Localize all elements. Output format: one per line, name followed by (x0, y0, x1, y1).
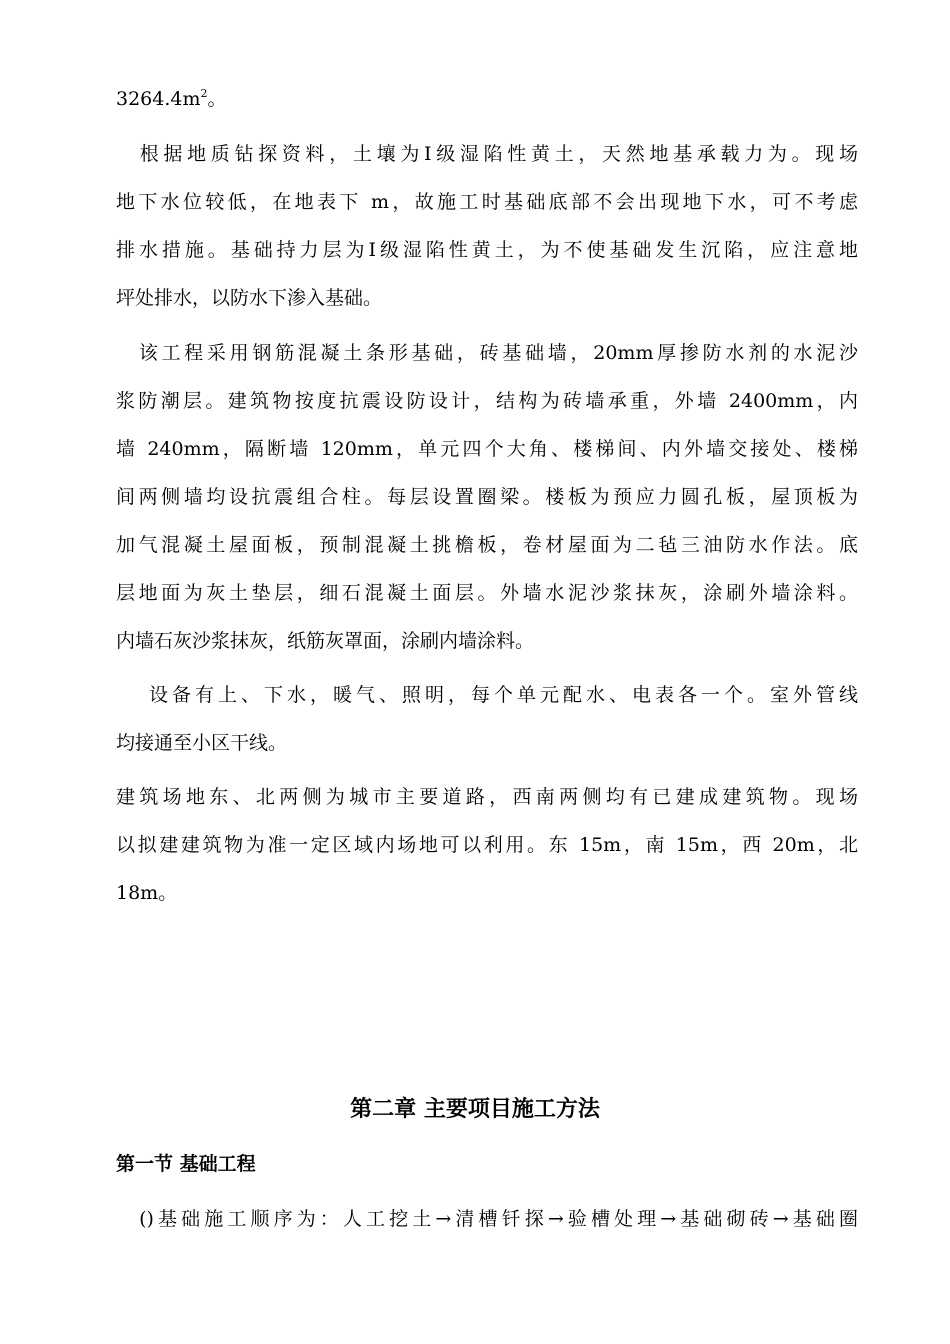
area-punct: 。 (207, 88, 227, 110)
paragraph-line: 建筑场地东、北两侧为城市主要道路，西南两侧均有已建成建筑物。现场 (116, 786, 858, 808)
paragraph-line: 层地面为灰土垫层，细石混凝土面层。外墙水泥沙浆抹灰，涂刷外墙涂料。 (116, 582, 858, 604)
area-superscript: 2 (200, 87, 208, 100)
paragraph-line: 根据地质钻探资料，土壤为Ⅰ级湿陷性黄土，天然地基承载力为。现场 (116, 143, 858, 165)
paragraph-line: 设备有上、下水，暖气、照明，每个单元配水、电表各一个。室外管线 (116, 684, 858, 706)
paragraph-line: 地下水位较低，在地表下 m，故施工时基础底部不会出现地下水，可不考虑 (116, 191, 858, 213)
paragraph-line: 内墙石灰沙浆抹灰，纸筋灰罩面，涂刷内墙涂料。 (116, 630, 535, 652)
section-title: 第一节 基础工程 (116, 1153, 256, 1175)
paragraph-line: 均接通至小区干线。 (116, 732, 288, 754)
paragraph-line: 该工程采用钢筋混凝土条形基础，砖基础墙，20mm厚掺防水剂的水泥沙 (116, 342, 858, 364)
paragraph-line: 18m。 (116, 882, 178, 904)
paragraph-line: 坪处排水，以防水下渗入基础。 (116, 287, 383, 309)
paragraph-line: 浆防潮层。建筑物按度抗震设防设计，结构为砖墙承重，外墙 2400mm，内 (116, 390, 858, 412)
paragraph-line: 间两侧墙均设抗震组合柱。每层设置圈梁。楼板为预应力圆孔板，屋顶板为 (116, 486, 858, 508)
chapter-title: 第二章 主要项目施工方法 (350, 1096, 600, 1122)
paragraph-line: 墙 240mm，隔断墙 120mm，单元四个大角、楼梯间、内外墙交接处、楼梯 (116, 438, 858, 460)
area-line (116, 86, 858, 112)
paragraph-line: 排水措施。基础持力层为Ⅰ级湿陷性黄土，为不使基础发生沉陷，应注意地 (116, 239, 858, 261)
paragraph-line: 加气混凝土屋面板，预制混凝土挑檐板，卷材屋面为二毡三油防水作法。底 (116, 534, 858, 556)
paragraph-line: 以拟建建筑物为准一定区域内场地可以利用。东 15m，南 15m，西 20m，北 (116, 834, 858, 856)
paragraph-line: ()基础施工顺序为：人工挖土→清槽钎探→验槽处理→基础砌砖→基础圈 (116, 1208, 858, 1230)
area-value: 3264.4m (116, 88, 201, 110)
